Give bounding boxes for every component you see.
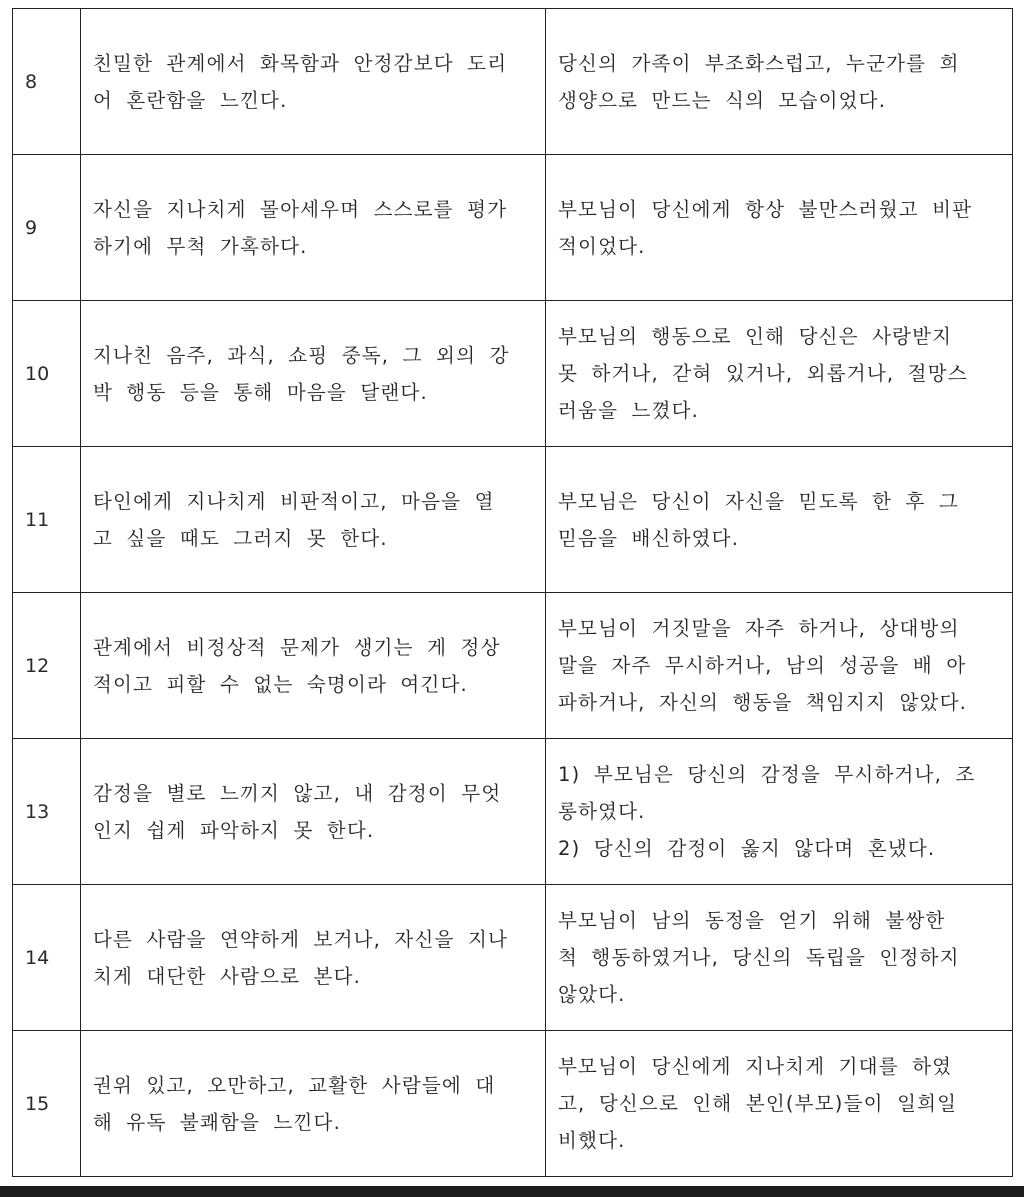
symptom-text-line: 해 유독 불쾌함을 느낀다. — [93, 1110, 341, 1134]
symptom-text-line: 타인에게 지나치게 비판적이고, 마음을 열 — [93, 489, 495, 513]
cause-text-line: 생양으로 만드는 식의 모습이었다. — [558, 88, 887, 112]
table-row — [13, 593, 1013, 739]
table-row — [13, 301, 1013, 447]
symptom-cell — [81, 593, 546, 739]
table-row — [13, 447, 1013, 593]
cause-text-line: 비했다. — [558, 1129, 626, 1152]
row-number: 11 — [13, 447, 81, 593]
symptom-text-line: 박 행동 등을 통해 마음을 달랜다. — [93, 380, 428, 404]
cause-cell — [546, 9, 1013, 155]
cause-text-line: 러움을 느꼈다. — [558, 399, 700, 422]
symptom-text-line: 하기에 무척 가혹하다. — [93, 234, 308, 258]
row-number: 12 — [13, 593, 81, 739]
symptom-text-line: 고 싶을 때도 그러지 못 한다. — [93, 526, 388, 550]
symptom-text-line: 다른 사람을 연약하게 보거나, 자신을 지나 — [93, 927, 509, 951]
cause-text-line: 부모님은 당신이 자신을 믿도록 한 후 그 — [558, 489, 959, 513]
symptom-cause-table — [12, 8, 1013, 1177]
symptom-text-line: 자신을 지나치게 몰아세우며 스스로를 평가 — [93, 197, 508, 221]
symptom-cell — [81, 1031, 546, 1177]
symptom-text-line: 인지 쉽게 파악하지 못 한다. — [93, 818, 375, 842]
cause-cell — [546, 155, 1013, 301]
row-number: 15 — [13, 1031, 81, 1177]
row-number: 8 — [13, 9, 81, 155]
symptom-cell — [81, 885, 546, 1031]
symptom-cell — [81, 739, 546, 885]
table-row — [13, 739, 1013, 885]
cause-text-line: 믿음을 배신하였다. — [558, 526, 740, 550]
row-number: 13 — [13, 739, 81, 885]
cause-cell — [546, 739, 1013, 885]
cause-text-line: 부모님이 당신에게 지나치게 기대를 하였 — [558, 1055, 953, 1078]
table-row — [13, 885, 1013, 1031]
table-row — [13, 9, 1013, 155]
cause-cell — [546, 301, 1013, 447]
cause-text-line: 않았다. — [558, 983, 626, 1006]
symptom-cell — [81, 447, 546, 593]
cause-cell — [546, 885, 1013, 1031]
row-number: 14 — [13, 885, 81, 1031]
cause-text-line: 부모님이 당신에게 항상 불만스러웠고 비판 — [558, 197, 973, 221]
cause-cell — [546, 593, 1013, 739]
table-row — [13, 155, 1013, 301]
row-number: 9 — [13, 155, 81, 301]
table-row — [13, 1031, 1013, 1177]
symptom-text-line: 권위 있고, 오만하고, 교활한 사람들에 대 — [93, 1073, 496, 1097]
cause-text-line: 파하거나, 자신의 행동을 책임지지 않았다. — [558, 691, 968, 714]
symptom-text-line: 적이고 피할 수 없는 숙명이라 여긴다. — [93, 672, 468, 696]
symptom-text-line: 지나친 음주, 과식, 쇼핑 중독, 그 외의 강 — [93, 343, 510, 367]
cause-text-line: 적이었다. — [558, 234, 646, 258]
symptom-cell — [81, 301, 546, 447]
symptom-text-line: 친밀한 관계에서 화목함과 안정감보다 도리 — [93, 51, 508, 75]
cause-cell — [546, 447, 1013, 593]
cause-text-line: 부모님의 행동으로 인해 당신은 사랑받지 — [558, 325, 953, 348]
cause-text-line: 1) 부모님은 당신의 감정을 무시하거나, 조 — [558, 763, 976, 786]
row-number: 10 — [13, 301, 81, 447]
cause-text-line: 부모님이 남의 동정을 얻기 위해 불쌍한 — [558, 909, 946, 932]
cause-text-line: 롱하였다. — [558, 800, 646, 823]
cause-text-line: 척 행동하였거나, 당신의 독립을 인정하지 — [558, 946, 960, 969]
symptom-cell — [81, 9, 546, 155]
table-body — [13, 9, 1013, 1177]
cause-cell — [546, 1031, 1013, 1177]
cause-text-line: 못 하거나, 갇혀 있거나, 외롭거나, 절망스 — [558, 362, 968, 385]
bottom-edge-bar — [0, 1186, 1024, 1197]
symptom-text-line: 치게 대단한 사람으로 본다. — [93, 964, 362, 988]
cause-text-line: 말을 자주 무시하거나, 남의 성공을 배 아 — [558, 654, 967, 677]
cause-text-line: 2) 당신의 감정이 옳지 않다며 혼냈다. — [558, 837, 936, 860]
symptom-text-line: 관계에서 비정상적 문제가 생기는 게 정상 — [93, 635, 501, 659]
cause-text-line: 고, 당신으로 인해 본인(부모)들이 일희일 — [558, 1092, 958, 1115]
symptom-text-line: 어 혼란함을 느낀다. — [93, 88, 288, 112]
cause-text-line: 부모님이 거짓말을 자주 하거나, 상대방의 — [558, 617, 960, 640]
symptom-cell — [81, 155, 546, 301]
cause-text-line: 당신의 가족이 부조화스럽고, 누군가를 희 — [558, 51, 960, 75]
symptom-text-line: 감정을 별로 느끼지 않고, 내 감정이 무엇 — [93, 781, 502, 805]
